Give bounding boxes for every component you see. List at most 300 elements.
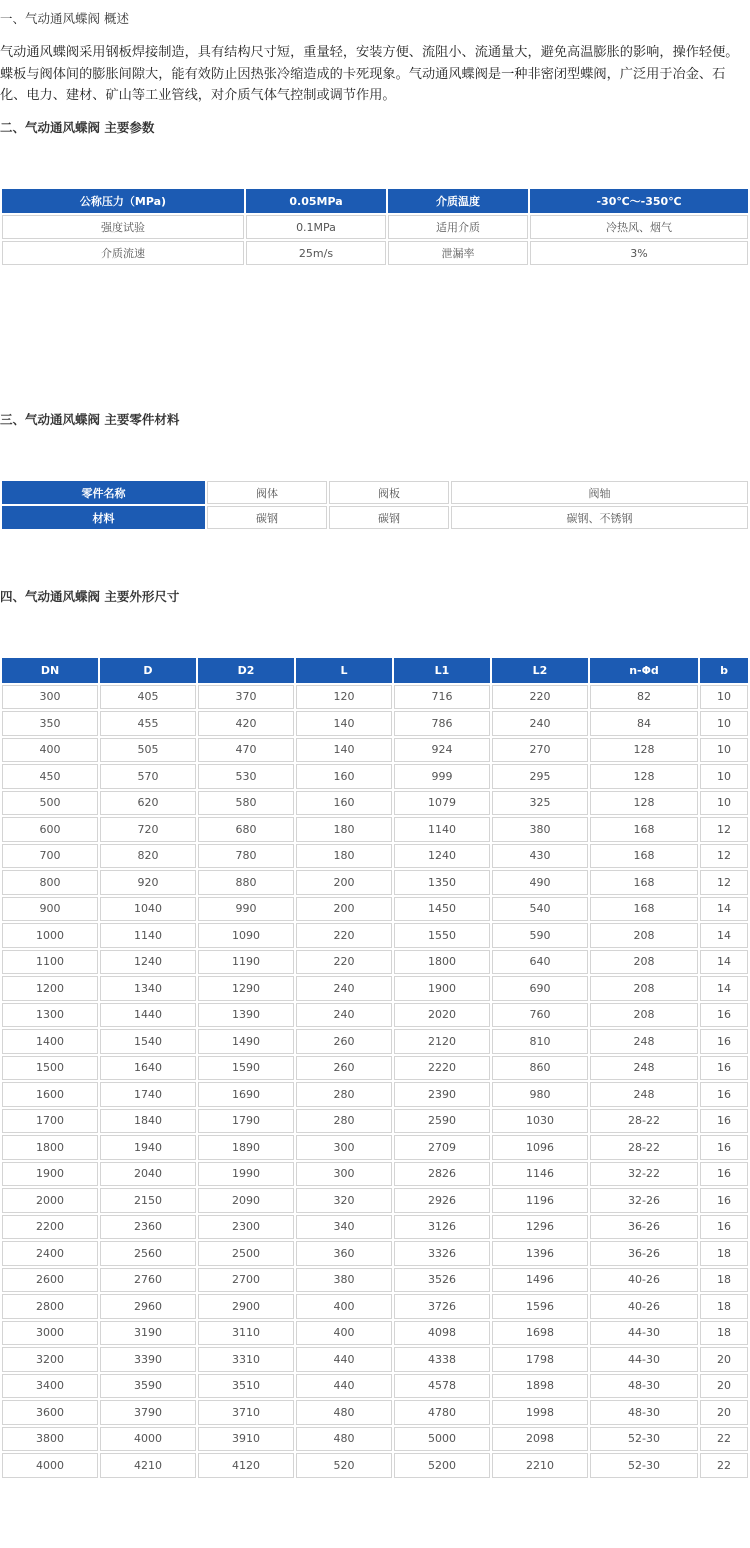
header-cell: 0.05MPa bbox=[246, 189, 386, 213]
table-cell: 碳钢 bbox=[329, 506, 449, 529]
table-cell: 4000 bbox=[100, 1427, 196, 1452]
table-cell: 10 bbox=[700, 685, 748, 710]
table-cell: 1540 bbox=[100, 1029, 196, 1054]
table-cell: 4120 bbox=[198, 1453, 294, 1478]
table-cell: 160 bbox=[296, 764, 392, 789]
table-cell: 780 bbox=[198, 844, 294, 869]
table-cell: 16 bbox=[700, 1029, 748, 1054]
column-header: L bbox=[296, 658, 392, 683]
table-cell: 3600 bbox=[2, 1400, 98, 1425]
table-cell: 720 bbox=[100, 817, 196, 842]
table-row bbox=[2, 1135, 748, 1160]
table-cell: 470 bbox=[198, 738, 294, 763]
table-cell: 1096 bbox=[492, 1135, 588, 1160]
overview-paragraph: 气动通风蝶阀采用钢板焊接制造，具有结构尺寸短，重量轻，安装方便、流阻小、流通量大，避免高温膨胀的影响，操作轻便。蝶板与阀体间的膨胀间隙大，能有效防止因热张冷缩造成的卡死现象。气动通风蝶阀是一种非密闭型蝶阀，广泛用于冶金、石化、电力、建材、矿山等工业管线，对介质气体气控制或调节作用。 bbox=[0, 45, 739, 103]
table-cell: 490 bbox=[492, 870, 588, 895]
table-cell: 208 bbox=[590, 923, 698, 948]
table-cell: 690 bbox=[492, 976, 588, 1001]
table-row bbox=[2, 1321, 748, 1346]
table-cell: 168 bbox=[590, 870, 698, 895]
table-cell: 1200 bbox=[2, 976, 98, 1001]
table-cell: 2300 bbox=[198, 1215, 294, 1240]
table-cell: 2000 bbox=[2, 1188, 98, 1213]
table-cell: 2400 bbox=[2, 1241, 98, 1266]
table-cell: 20 bbox=[700, 1400, 748, 1425]
table-cell: 1740 bbox=[100, 1082, 196, 1107]
table-cell: 2926 bbox=[394, 1188, 490, 1213]
table-cell: 160 bbox=[296, 791, 392, 816]
table-cell: 260 bbox=[296, 1029, 392, 1054]
table-cell: 16 bbox=[700, 1215, 748, 1240]
table-row bbox=[2, 1215, 748, 1240]
table-cell: 阀体 bbox=[207, 481, 327, 504]
table-cell: 36-26 bbox=[590, 1241, 698, 1266]
table-cell: 3326 bbox=[394, 1241, 490, 1266]
table-cell: 1900 bbox=[2, 1162, 98, 1187]
table-cell: 220 bbox=[296, 923, 392, 948]
table-cell: 140 bbox=[296, 711, 392, 736]
table-cell: 3126 bbox=[394, 1215, 490, 1240]
table-cell: 3190 bbox=[100, 1321, 196, 1346]
table-row bbox=[2, 1427, 748, 1452]
table-cell: 325 bbox=[492, 791, 588, 816]
table-cell: 28-22 bbox=[590, 1135, 698, 1160]
table-cell: 5200 bbox=[394, 1453, 490, 1478]
table-cell: 990 bbox=[198, 897, 294, 922]
table-cell: 16 bbox=[700, 1056, 748, 1081]
table-cell: 786 bbox=[394, 711, 490, 736]
table-row bbox=[2, 791, 748, 816]
table-cell: 1440 bbox=[100, 1003, 196, 1028]
table-cell: 520 bbox=[296, 1453, 392, 1478]
table-cell: 2020 bbox=[394, 1003, 490, 1028]
table-cell: 3000 bbox=[2, 1321, 98, 1346]
table-cell: 1196 bbox=[492, 1188, 588, 1213]
table-row bbox=[2, 764, 748, 789]
table-cell: 800 bbox=[2, 870, 98, 895]
table-cell: 360 bbox=[296, 1241, 392, 1266]
table-cell: 500 bbox=[2, 791, 98, 816]
table-cell: 300 bbox=[296, 1162, 392, 1187]
column-header: D bbox=[100, 658, 196, 683]
table-row bbox=[2, 1374, 748, 1399]
table-cell: 140 bbox=[296, 738, 392, 763]
table-cell: 220 bbox=[296, 950, 392, 975]
table-cell: 2800 bbox=[2, 1294, 98, 1319]
table-cell: 1030 bbox=[492, 1109, 588, 1134]
dimensions-table bbox=[0, 656, 750, 1480]
main-parameters-table bbox=[0, 187, 750, 267]
table-cell: 420 bbox=[198, 711, 294, 736]
table-cell: 2826 bbox=[394, 1162, 490, 1187]
table-cell: 3310 bbox=[198, 1347, 294, 1372]
table-cell: 4098 bbox=[394, 1321, 490, 1346]
table-cell: 16 bbox=[700, 1003, 748, 1028]
table-cell: 270 bbox=[492, 738, 588, 763]
table-cell: 14 bbox=[700, 976, 748, 1001]
table-cell: 900 bbox=[2, 897, 98, 922]
table-cell: 128 bbox=[590, 738, 698, 763]
table-row bbox=[2, 241, 748, 265]
table-cell: 1898 bbox=[492, 1374, 588, 1399]
table-cell: 1840 bbox=[100, 1109, 196, 1134]
table-cell: 3110 bbox=[198, 1321, 294, 1346]
table-row bbox=[2, 923, 748, 948]
table-cell: 4210 bbox=[100, 1453, 196, 1478]
table-cell: 530 bbox=[198, 764, 294, 789]
section-1-title: 一、气动通风蝶阀 概述 bbox=[0, 11, 129, 26]
table-cell: 1496 bbox=[492, 1268, 588, 1293]
table-cell: 400 bbox=[296, 1321, 392, 1346]
table-cell: 120 bbox=[296, 685, 392, 710]
table-cell: 540 bbox=[492, 897, 588, 922]
table-cell: 716 bbox=[394, 685, 490, 710]
table-cell: 600 bbox=[2, 817, 98, 842]
table-cell: 18 bbox=[700, 1268, 748, 1293]
table-cell: 1000 bbox=[2, 923, 98, 948]
table-cell: 5000 bbox=[394, 1427, 490, 1452]
table-cell: 260 bbox=[296, 1056, 392, 1081]
table-cell: 1240 bbox=[394, 844, 490, 869]
table-cell: 36-26 bbox=[590, 1215, 698, 1240]
table-cell: 32-26 bbox=[590, 1188, 698, 1213]
table-cell: 3590 bbox=[100, 1374, 196, 1399]
table-row bbox=[2, 685, 748, 710]
table-cell: 52-30 bbox=[590, 1427, 698, 1452]
table-cell: 455 bbox=[100, 711, 196, 736]
table-cell: 阀板 bbox=[329, 481, 449, 504]
table-cell: 16 bbox=[700, 1188, 748, 1213]
table-cell: 2590 bbox=[394, 1109, 490, 1134]
table-cell: 1340 bbox=[100, 976, 196, 1001]
table-cell: 820 bbox=[100, 844, 196, 869]
table-row bbox=[2, 897, 748, 922]
table-cell: 14 bbox=[700, 923, 748, 948]
table-cell: 924 bbox=[394, 738, 490, 763]
table-cell: 620 bbox=[100, 791, 196, 816]
table-cell: 1600 bbox=[2, 1082, 98, 1107]
table-cell: 适用介质 bbox=[388, 215, 528, 239]
table-cell: 2960 bbox=[100, 1294, 196, 1319]
table-cell: 440 bbox=[296, 1347, 392, 1372]
table-cell: 16 bbox=[700, 1135, 748, 1160]
table-cell: 680 bbox=[198, 817, 294, 842]
table-header-row bbox=[2, 189, 748, 213]
table-cell: 14 bbox=[700, 950, 748, 975]
table-cell: 168 bbox=[590, 844, 698, 869]
table-cell: 18 bbox=[700, 1294, 748, 1319]
table-cell: 3726 bbox=[394, 1294, 490, 1319]
table-cell: 1140 bbox=[394, 817, 490, 842]
table-cell: 2150 bbox=[100, 1188, 196, 1213]
table-row bbox=[2, 506, 748, 529]
table-cell: 208 bbox=[590, 976, 698, 1001]
table-cell: 1998 bbox=[492, 1400, 588, 1425]
table-row bbox=[2, 1347, 748, 1372]
table-row bbox=[2, 817, 748, 842]
table-cell: 10 bbox=[700, 711, 748, 736]
table-cell: 300 bbox=[2, 685, 98, 710]
table-cell: 48-30 bbox=[590, 1374, 698, 1399]
table-cell: 1290 bbox=[198, 976, 294, 1001]
table-cell: 3510 bbox=[198, 1374, 294, 1399]
table-cell: 4000 bbox=[2, 1453, 98, 1478]
table-cell: 22 bbox=[700, 1427, 748, 1452]
table-cell: 505 bbox=[100, 738, 196, 763]
table-cell: 248 bbox=[590, 1056, 698, 1081]
table-row bbox=[2, 1162, 748, 1187]
table-cell: 240 bbox=[492, 711, 588, 736]
table-cell: 450 bbox=[2, 764, 98, 789]
table-cell: 2760 bbox=[100, 1268, 196, 1293]
table-cell: 208 bbox=[590, 1003, 698, 1028]
table-row bbox=[2, 1241, 748, 1266]
table-header-row bbox=[2, 658, 748, 683]
table-cell: 300 bbox=[296, 1135, 392, 1160]
table-cell: 2560 bbox=[100, 1241, 196, 1266]
table-row bbox=[2, 1188, 748, 1213]
table-cell: 2709 bbox=[394, 1135, 490, 1160]
table-cell: 440 bbox=[296, 1374, 392, 1399]
table-cell: 405 bbox=[100, 685, 196, 710]
table-row bbox=[2, 481, 748, 504]
table-cell: 1550 bbox=[394, 923, 490, 948]
table-row bbox=[2, 1453, 748, 1478]
table-cell: 25m/s bbox=[246, 241, 386, 265]
table-row bbox=[2, 1268, 748, 1293]
table-cell: 1100 bbox=[2, 950, 98, 975]
table-cell: 1800 bbox=[394, 950, 490, 975]
table-cell: 3800 bbox=[2, 1427, 98, 1452]
table-cell: 1140 bbox=[100, 923, 196, 948]
table-row bbox=[2, 1029, 748, 1054]
table-cell: 350 bbox=[2, 711, 98, 736]
table-cell: 810 bbox=[492, 1029, 588, 1054]
table-cell: 冷热风、烟气 bbox=[530, 215, 748, 239]
table-cell: 2120 bbox=[394, 1029, 490, 1054]
table-cell: 2600 bbox=[2, 1268, 98, 1293]
table-cell: 3710 bbox=[198, 1400, 294, 1425]
table-cell: 128 bbox=[590, 791, 698, 816]
table-cell: 48-30 bbox=[590, 1400, 698, 1425]
table-cell: 200 bbox=[296, 870, 392, 895]
table-row bbox=[2, 844, 748, 869]
column-header: D2 bbox=[198, 658, 294, 683]
table-cell: 泄漏率 bbox=[388, 241, 528, 265]
table-cell: 1500 bbox=[2, 1056, 98, 1081]
table-cell: 128 bbox=[590, 764, 698, 789]
table-row bbox=[2, 1109, 748, 1134]
table-cell: 2360 bbox=[100, 1215, 196, 1240]
table-cell: 1900 bbox=[394, 976, 490, 1001]
table-cell: 1079 bbox=[394, 791, 490, 816]
table-cell: 295 bbox=[492, 764, 588, 789]
table-cell: 0.1MPa bbox=[246, 215, 386, 239]
table-cell: 860 bbox=[492, 1056, 588, 1081]
table-cell: 590 bbox=[492, 923, 588, 948]
column-header: n-Φd bbox=[590, 658, 698, 683]
table-cell: 40-26 bbox=[590, 1268, 698, 1293]
row-label-cell: 材料 bbox=[2, 506, 205, 529]
table-cell: 18 bbox=[700, 1241, 748, 1266]
table-cell: 280 bbox=[296, 1109, 392, 1134]
table-row bbox=[2, 711, 748, 736]
table-cell: 14 bbox=[700, 897, 748, 922]
table-cell: 1800 bbox=[2, 1135, 98, 1160]
table-row bbox=[2, 1082, 748, 1107]
table-row bbox=[2, 215, 748, 239]
table-cell: 3200 bbox=[2, 1347, 98, 1372]
table-cell: 12 bbox=[700, 870, 748, 895]
table-cell: 1690 bbox=[198, 1082, 294, 1107]
table-cell: 4578 bbox=[394, 1374, 490, 1399]
column-header: b bbox=[700, 658, 748, 683]
table-cell: 1390 bbox=[198, 1003, 294, 1028]
header-cell: -30℃～-350℃ bbox=[530, 189, 748, 213]
table-cell: 52-30 bbox=[590, 1453, 698, 1478]
table-row bbox=[2, 870, 748, 895]
table-cell: 4780 bbox=[394, 1400, 490, 1425]
table-cell: 1190 bbox=[198, 950, 294, 975]
table-cell: 380 bbox=[296, 1268, 392, 1293]
table-cell: 240 bbox=[296, 1003, 392, 1028]
table-cell: 1698 bbox=[492, 1321, 588, 1346]
table-row bbox=[2, 1003, 748, 1028]
table-cell: 1490 bbox=[198, 1029, 294, 1054]
table-cell: 10 bbox=[700, 791, 748, 816]
table-cell: 480 bbox=[296, 1427, 392, 1452]
table-cell: 1940 bbox=[100, 1135, 196, 1160]
table-cell: 999 bbox=[394, 764, 490, 789]
table-cell: 44-30 bbox=[590, 1347, 698, 1372]
table-cell: 200 bbox=[296, 897, 392, 922]
table-cell: 380 bbox=[492, 817, 588, 842]
table-cell: 3% bbox=[530, 241, 748, 265]
table-cell: 强度试验 bbox=[2, 215, 244, 239]
table-row bbox=[2, 950, 748, 975]
table-cell: 2040 bbox=[100, 1162, 196, 1187]
table-cell: 2210 bbox=[492, 1453, 588, 1478]
table-cell: 340 bbox=[296, 1215, 392, 1240]
table-row bbox=[2, 976, 748, 1001]
table-cell: 10 bbox=[700, 764, 748, 789]
table-cell: 1396 bbox=[492, 1241, 588, 1266]
table-cell: 1590 bbox=[198, 1056, 294, 1081]
table-cell: 180 bbox=[296, 844, 392, 869]
table-cell: 280 bbox=[296, 1082, 392, 1107]
table-cell: 3910 bbox=[198, 1427, 294, 1452]
table-cell: 180 bbox=[296, 817, 392, 842]
section-3-title: 三、气动通风蝶阀 主要零件材料 bbox=[0, 412, 180, 427]
table-cell: 430 bbox=[492, 844, 588, 869]
table-cell: 2390 bbox=[394, 1082, 490, 1107]
table-row bbox=[2, 1400, 748, 1425]
table-cell: 570 bbox=[100, 764, 196, 789]
parts-materials-table bbox=[0, 479, 750, 531]
column-header: DN bbox=[2, 658, 98, 683]
table-cell: 2220 bbox=[394, 1056, 490, 1081]
table-cell: 220 bbox=[492, 685, 588, 710]
table-cell: 20 bbox=[700, 1374, 748, 1399]
table-cell: 碳钢、不锈钢 bbox=[451, 506, 748, 529]
table-cell: 1640 bbox=[100, 1056, 196, 1081]
table-cell: 22 bbox=[700, 1453, 748, 1478]
table-cell: 2700 bbox=[198, 1268, 294, 1293]
table-cell: 1890 bbox=[198, 1135, 294, 1160]
table-cell: 2098 bbox=[492, 1427, 588, 1452]
table-cell: 阀轴 bbox=[451, 481, 748, 504]
table-cell: 240 bbox=[296, 976, 392, 1001]
table-cell: 400 bbox=[2, 738, 98, 763]
table-cell: 1790 bbox=[198, 1109, 294, 1134]
column-header: L2 bbox=[492, 658, 588, 683]
table-cell: 碳钢 bbox=[207, 506, 327, 529]
table-cell: 2200 bbox=[2, 1215, 98, 1240]
table-cell: 208 bbox=[590, 950, 698, 975]
table-cell: 980 bbox=[492, 1082, 588, 1107]
table-cell: 1040 bbox=[100, 897, 196, 922]
table-cell: 28-22 bbox=[590, 1109, 698, 1134]
table-cell: 32-22 bbox=[590, 1162, 698, 1187]
table-cell: 1450 bbox=[394, 897, 490, 922]
table-cell: 1350 bbox=[394, 870, 490, 895]
table-cell: 2500 bbox=[198, 1241, 294, 1266]
table-row bbox=[2, 738, 748, 763]
table-cell: 320 bbox=[296, 1188, 392, 1213]
table-cell: 3526 bbox=[394, 1268, 490, 1293]
table-cell: 18 bbox=[700, 1321, 748, 1346]
table-cell: 580 bbox=[198, 791, 294, 816]
table-cell: 3400 bbox=[2, 1374, 98, 1399]
table-cell: 1990 bbox=[198, 1162, 294, 1187]
header-cell: 公称压力（MPa) bbox=[2, 189, 244, 213]
table-cell: 12 bbox=[700, 844, 748, 869]
table-cell: 168 bbox=[590, 897, 698, 922]
table-cell: 1700 bbox=[2, 1109, 98, 1134]
section-2-title: 二、气动通风蝶阀 主要参数 bbox=[0, 120, 155, 135]
table-cell: 1596 bbox=[492, 1294, 588, 1319]
table-cell: 44-30 bbox=[590, 1321, 698, 1346]
table-cell: 介质流速 bbox=[2, 241, 244, 265]
row-label-cell: 零件名称 bbox=[2, 481, 205, 504]
column-header: L1 bbox=[394, 658, 490, 683]
table-cell: 40-26 bbox=[590, 1294, 698, 1319]
table-cell: 84 bbox=[590, 711, 698, 736]
table-cell: 370 bbox=[198, 685, 294, 710]
table-row bbox=[2, 1294, 748, 1319]
table-cell: 10 bbox=[700, 738, 748, 763]
table-cell: 1146 bbox=[492, 1162, 588, 1187]
table-cell: 1090 bbox=[198, 923, 294, 948]
table-cell: 1798 bbox=[492, 1347, 588, 1372]
table-cell: 16 bbox=[700, 1162, 748, 1187]
table-cell: 248 bbox=[590, 1029, 698, 1054]
table-cell: 1300 bbox=[2, 1003, 98, 1028]
table-cell: 3790 bbox=[100, 1400, 196, 1425]
table-cell: 400 bbox=[296, 1294, 392, 1319]
table-cell: 248 bbox=[590, 1082, 698, 1107]
table-cell: 82 bbox=[590, 685, 698, 710]
table-cell: 20 bbox=[700, 1347, 748, 1372]
table-cell: 16 bbox=[700, 1082, 748, 1107]
table-cell: 700 bbox=[2, 844, 98, 869]
table-cell: 2090 bbox=[198, 1188, 294, 1213]
table-cell: 3390 bbox=[100, 1347, 196, 1372]
table-cell: 920 bbox=[100, 870, 196, 895]
table-cell: 168 bbox=[590, 817, 698, 842]
table-cell: 4338 bbox=[394, 1347, 490, 1372]
table-cell: 880 bbox=[198, 870, 294, 895]
